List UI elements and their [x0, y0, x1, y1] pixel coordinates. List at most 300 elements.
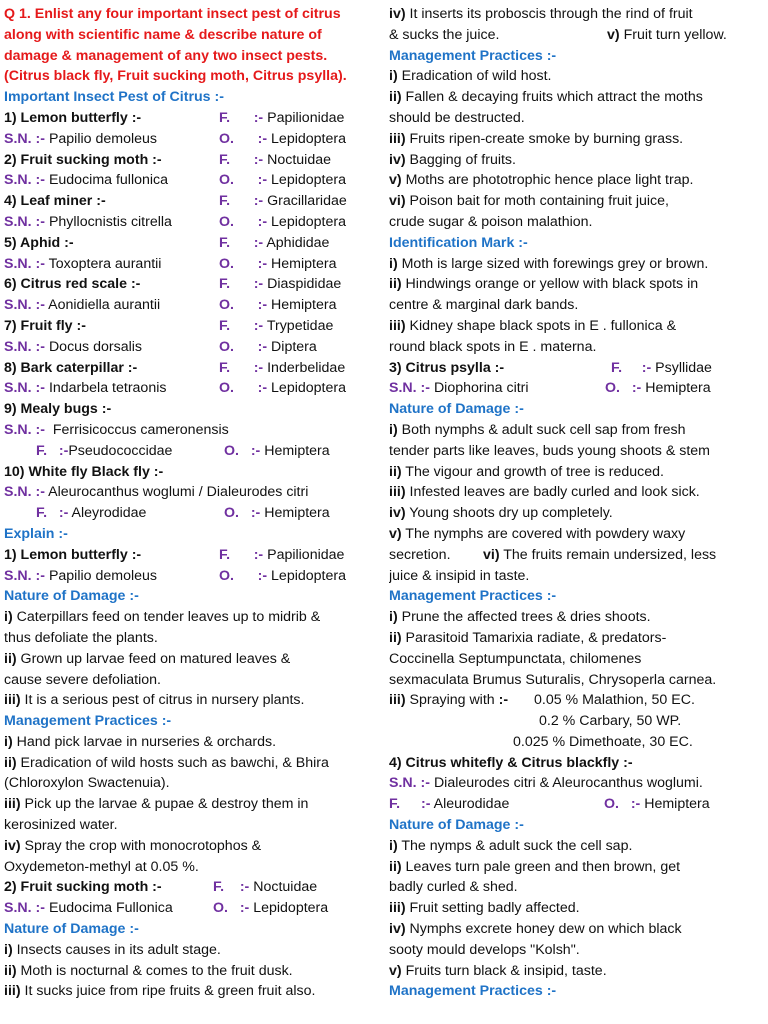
- item-text: centre & marginal dark bands.: [389, 297, 579, 314]
- pest-name-row: [4, 358, 384, 379]
- item-text: crude sugar & poison malathion.: [389, 213, 593, 230]
- important-pests-heading: Important Insect Pest of Citrus :-: [4, 89, 224, 106]
- item-number: iii): [389, 900, 406, 917]
- psylla-damage-end: juice & insipid in taste.: [389, 567, 530, 584]
- pest-order-group: [219, 129, 346, 150]
- pest-order-group: [219, 295, 337, 316]
- pest-order-group: [219, 337, 317, 358]
- pest-name-row: [4, 274, 384, 295]
- sep: :-: [250, 505, 261, 522]
- family-label: F.: [219, 546, 231, 563]
- list-item: [4, 670, 384, 691]
- item-text: kerosinized water.: [4, 817, 118, 834]
- list-item: [389, 441, 765, 462]
- item-text: Young shoots dry up completely.: [405, 505, 613, 522]
- item-number: ii): [389, 276, 402, 293]
- pest-sn-row: [4, 212, 384, 233]
- item-text: Coccinella Septumpunctata, chilomenes: [389, 650, 642, 667]
- item-text: cause severe defoliation.: [4, 671, 161, 688]
- pest-order-group: [219, 212, 346, 233]
- pest-name-row: [4, 150, 384, 171]
- sep: :-: [253, 234, 264, 251]
- item-text: Bagging of fruits.: [405, 151, 516, 168]
- item-number: iv): [389, 505, 406, 522]
- pest-sn: Docus dorsalis: [48, 338, 142, 355]
- order-label: O.: [213, 900, 228, 917]
- psylla-management-heading: Management Practices :-: [389, 588, 557, 605]
- blackfly-name: 4) Citrus whitefly & Citrus blackfly :-: [389, 754, 633, 771]
- list-item: [389, 940, 765, 961]
- whitefly-family: Aleyrodidae: [71, 505, 147, 522]
- sep: :-: [253, 359, 264, 376]
- family-label: F.: [219, 109, 231, 126]
- blackfly-nature-heading: Nature of Damage :-: [389, 817, 524, 834]
- sep: :-: [58, 505, 69, 522]
- list-item: [389, 836, 765, 857]
- pest-order: Lepidoptera: [271, 380, 346, 397]
- item-number: iv): [389, 921, 406, 938]
- list-item: [4, 753, 384, 774]
- sep: :-: [421, 796, 431, 813]
- sn-label: S.N. :-: [389, 775, 430, 792]
- psylla-spray-row-2: [389, 711, 765, 732]
- sn-label: S.N. :-: [4, 297, 45, 314]
- left-column: [4, 4, 384, 1002]
- pest-family: Papilionidae: [267, 109, 345, 126]
- lemon-name-row: [4, 545, 384, 566]
- family-label: F.: [219, 193, 231, 210]
- item-number: v): [389, 525, 402, 542]
- sn-label: S.N. :-: [389, 380, 430, 397]
- question-line-4: (Citrus black fly, Fruit sucking moth, Citrus psylla).: [4, 68, 347, 85]
- item-text: Both nymphs & adult suck cell sap from fresh: [397, 421, 686, 438]
- list-item: [389, 607, 765, 628]
- item-text: (Chloroxylon Swactenuia).: [4, 775, 170, 792]
- pest-name: 8) Bark caterpillar :-: [4, 359, 138, 376]
- psylla-management-list: [389, 607, 765, 690]
- item-text: Prune the affected trees & dries shoots.: [397, 609, 651, 626]
- list-item: [4, 628, 384, 649]
- item-text: The fruits remain undersized, less: [499, 546, 717, 563]
- sep: :-: [257, 338, 268, 355]
- item-number: v): [607, 26, 620, 43]
- spray-carbary: 0.2 % Carbary, 50 WP.: [539, 713, 682, 730]
- sep: :-: [253, 151, 264, 168]
- mealy-order: Hemiptera: [264, 442, 330, 459]
- list-item: [4, 773, 384, 794]
- list-item: [389, 919, 765, 940]
- order-label: O.: [219, 567, 234, 584]
- item-text: round black spots in E . materna.: [389, 338, 597, 355]
- item-text: badly curled & shed.: [389, 879, 518, 896]
- pest-sn-row: [4, 337, 384, 358]
- pest-sn: Toxoptera aurantii: [48, 255, 162, 272]
- item-number: iii): [4, 796, 21, 813]
- whitefly-sn-row: [4, 482, 384, 503]
- moth-management-list: [389, 66, 765, 232]
- list-item: [4, 607, 384, 628]
- family-label: F.: [219, 359, 231, 376]
- pest-family: Aphididae: [266, 234, 330, 251]
- mealy-family-row: [4, 441, 384, 462]
- list-item: [4, 794, 384, 815]
- family-label: F.: [213, 879, 225, 896]
- blackfly-family: Aleurodidae: [433, 796, 510, 813]
- spray-dimethoate: 0.025 % Dimethoate, 30 EC.: [513, 733, 693, 750]
- lemon-name: 1) Lemon butterfly :-: [4, 546, 142, 563]
- item-text: The nymphs are covered with powdery waxy: [401, 525, 686, 542]
- pest-sn-row: [4, 129, 384, 150]
- item-text: Poison bait for moth containing fruit juice,: [405, 193, 669, 210]
- item-text: The nymps & adult suck the cell sap.: [397, 837, 633, 854]
- list-item: [389, 898, 765, 919]
- list-item: [389, 337, 765, 358]
- sep: :-: [250, 442, 261, 459]
- list-item: [389, 254, 765, 275]
- lemon-nature-heading: Nature of Damage :-: [4, 588, 139, 605]
- lemon-damage-list: [4, 607, 384, 711]
- blackfly-management-heading: Management Practices :-: [389, 983, 557, 1000]
- moth-sn: Eudocima Fullonica: [48, 900, 173, 917]
- explain-heading: Explain :-: [4, 525, 68, 542]
- family-label: F.: [219, 317, 231, 334]
- blackfly-sn: Dialeurodes citri & Aleurocanthus woglumi.: [433, 775, 703, 792]
- list-item: [389, 66, 765, 87]
- order-label: O.: [604, 796, 619, 813]
- item-text: Spray the crop with monocrotophos &: [20, 837, 262, 854]
- pest-family-group: [219, 316, 333, 337]
- lemon-sn: Papilio demoleus: [48, 567, 157, 584]
- item-number: v): [389, 962, 402, 979]
- spray-malathion: 0.05 % Malathion, 50 EC.: [534, 692, 695, 709]
- order-label: O.: [219, 213, 234, 230]
- list-item: [389, 212, 765, 233]
- list-item: [389, 274, 765, 295]
- list-item: [389, 87, 765, 108]
- pest-name-row: [4, 233, 384, 254]
- moth-order: Lepidoptera: [253, 900, 329, 917]
- sn-label: S.N. :-: [4, 484, 45, 501]
- moth-identification-heading: Identification Mark :-: [389, 234, 528, 251]
- psylla-spray-row-3: [389, 732, 765, 753]
- moth-damage-v: [389, 25, 765, 46]
- whitefly-sn: Aleurocanthus woglumi / Dialeurodes citri: [48, 484, 309, 501]
- pest-name: 1) Lemon butterfly :-: [4, 109, 142, 126]
- sep: :-: [257, 567, 268, 584]
- family-label: F.: [36, 505, 48, 522]
- sep: :-: [631, 380, 642, 397]
- pest-family-group: [219, 358, 345, 379]
- lemon-family: Papilionidae: [267, 546, 345, 563]
- lemon-sn-row: [4, 566, 384, 587]
- pest-family-group: [219, 108, 344, 129]
- item-number: ii): [4, 650, 17, 667]
- item-text: secretion.: [389, 546, 451, 563]
- item-text: Oxydemeton-methyl at 0.05 %.: [4, 858, 199, 875]
- sep: :-: [253, 317, 264, 334]
- sn-label: S.N. :-: [4, 255, 45, 272]
- pest-order: Diptera: [271, 338, 317, 355]
- sep: :-: [257, 172, 268, 189]
- item-text: Moth is large sized with forewings grey or brown.: [397, 255, 709, 272]
- list-item: [4, 857, 384, 878]
- item-text: Moths are phototrophic hence place light trap.: [401, 172, 694, 189]
- family-label: F.: [36, 442, 48, 459]
- whitefly-name-row: [4, 462, 384, 483]
- moth-name: 2) Fruit sucking moth :-: [4, 879, 162, 896]
- list-item: [4, 940, 384, 961]
- item-number: ii): [4, 754, 17, 771]
- list-item: [389, 857, 765, 878]
- item-number: i): [389, 421, 398, 438]
- pest-sn: Indarbela tetraonis: [48, 380, 167, 397]
- item-text: Eradication of wild host.: [397, 68, 552, 85]
- item-text: Grown up larvae feed on matured leaves &: [16, 650, 291, 667]
- sep: :-: [253, 193, 264, 210]
- item-text: It is a serious pest of citrus in nursery plants.: [20, 692, 305, 709]
- moth-family: Noctuidae: [253, 879, 318, 896]
- family-label: F.: [219, 151, 231, 168]
- moth-name-row: [4, 877, 384, 898]
- order-label: O.: [219, 380, 234, 397]
- mealy-name: 9) Mealy bugs :-: [4, 401, 112, 418]
- order-label: O.: [219, 130, 234, 147]
- sn-label: S.N. :-: [4, 172, 45, 189]
- psylla-spray-row-1: [389, 690, 765, 711]
- sep: :-: [257, 380, 268, 397]
- list-item: [389, 150, 765, 171]
- sep: :-: [239, 900, 250, 917]
- mealy-name-row: [4, 399, 384, 420]
- item-text: It sucks juice from ripe fruits & green fruit also.: [20, 983, 316, 1000]
- order-label: O.: [219, 255, 234, 272]
- item-number: iv): [4, 837, 21, 854]
- psylla-name: 3) Citrus psylla :-: [389, 359, 505, 376]
- moth-damage-list: [4, 940, 384, 1002]
- pest-name-row: [4, 191, 384, 212]
- moth-management-heading: Management Practices :-: [389, 47, 557, 64]
- psylla-nature-heading: Nature of Damage :-: [389, 401, 524, 418]
- psylla-sn-row: [389, 378, 765, 399]
- pest-family: Trypetidae: [266, 317, 334, 334]
- pest-order: Lepidoptera: [271, 172, 346, 189]
- blackfly-damage-list: [389, 836, 765, 982]
- psylla-family: Psyllidae: [655, 359, 712, 376]
- item-number: iii): [4, 983, 21, 1000]
- sep: :-: [641, 359, 652, 376]
- sep: :-: [498, 692, 509, 709]
- pest-order: Lepidoptera: [271, 213, 346, 230]
- pest-family: Gracillaridae: [267, 193, 347, 210]
- item-number: iii): [4, 692, 21, 709]
- list-item: [389, 316, 765, 337]
- order-label: O.: [224, 505, 239, 522]
- item-text: The vigour and growth of tree is reduced.: [401, 463, 664, 480]
- item-number: v): [389, 172, 402, 189]
- list-item: [389, 877, 765, 898]
- item-number: iii): [389, 130, 406, 147]
- list-item: [389, 628, 765, 649]
- item-number: vi): [389, 193, 406, 210]
- item-number: i): [389, 837, 398, 854]
- whitefly-order: Hemiptera: [264, 505, 330, 522]
- pest-family-group: [219, 233, 329, 254]
- psylla-damage-vi: [389, 545, 765, 566]
- pest-family: Inderbelidae: [267, 359, 346, 376]
- item-text: tender parts like leaves, buds young shoots & stem: [389, 442, 710, 459]
- list-item: [4, 649, 384, 670]
- blackfly-name-row: [389, 753, 765, 774]
- order-label: O.: [219, 338, 234, 355]
- pest-name: 4) Leaf miner :-: [4, 193, 106, 210]
- question-line-1: Q 1. Enlist any four important insect pest of citrus: [4, 6, 341, 22]
- pest-name-row: [4, 108, 384, 129]
- item-text: Nymphs excrete honey dew on which black: [405, 921, 682, 938]
- item-text: thus defoliate the plants.: [4, 629, 158, 646]
- item-number: vi): [483, 546, 500, 563]
- pest-order: Lepidoptera: [271, 130, 346, 147]
- moth-nature-heading: Nature of Damage :-: [4, 921, 139, 938]
- lemon-management-list: [4, 732, 384, 878]
- list-item: [389, 482, 765, 503]
- mealy-sn-row: [4, 420, 384, 441]
- item-text: Caterpillars feed on tender leaves up to midrib &: [12, 609, 321, 626]
- sn-label: S.N. :-: [4, 130, 45, 147]
- sep: :-: [58, 442, 69, 459]
- pest-sn: Aonidiella aurantii: [48, 297, 161, 314]
- question-line-3: damage & management of any two insect pests.: [4, 47, 328, 64]
- sep: :-: [257, 213, 268, 230]
- pest-sn-row: [4, 378, 384, 399]
- psylla-damage-list: [389, 420, 765, 545]
- sn-label: S.N. :-: [4, 380, 45, 397]
- pest-order-group: [219, 378, 346, 399]
- moth-identification-list: [389, 254, 765, 358]
- item-number: i): [4, 941, 13, 958]
- item-number: iii): [389, 317, 406, 334]
- family-label: F.: [219, 234, 231, 251]
- item-number: ii): [389, 629, 402, 646]
- list-item: [4, 961, 384, 982]
- item-number: iii): [389, 692, 406, 709]
- psylla-name-row: [389, 358, 765, 379]
- order-label: O.: [219, 172, 234, 189]
- item-number: i): [389, 68, 398, 85]
- list-item: [389, 170, 765, 191]
- item-text: Eradication of wild hosts such as bawchi, & Bhira: [16, 754, 329, 771]
- pest-sn-row: [4, 170, 384, 191]
- mealy-family: Pseudococcidae: [68, 442, 173, 459]
- mealy-sn: Ferrisicoccus cameronensis: [52, 421, 229, 438]
- pest-order: Hemiptera: [271, 297, 337, 314]
- item-text: Parasitoid Tamarixia radiate, & predators-: [401, 629, 667, 646]
- pest-family-group: [219, 191, 347, 212]
- item-text: & sucks the juice.: [389, 26, 500, 43]
- item-text: Leaves turn pale green and then brown, get: [401, 858, 681, 875]
- item-text: Fruits ripen-create smoke by burning grass.: [405, 130, 684, 147]
- pest-sn: Eudocima fullonica: [48, 172, 169, 189]
- list-item: [389, 191, 765, 212]
- item-number: ii): [389, 858, 402, 875]
- blackfly-sn-row: [389, 773, 765, 794]
- question-line-2: along with scientific name & describe nature of: [4, 26, 322, 43]
- item-text: Kidney shape black spots in E . fullonica &: [405, 317, 677, 334]
- item-text: Fallen & decaying fruits which attract the moths: [401, 89, 703, 106]
- order-label: O.: [605, 380, 620, 397]
- pest-order-group: [219, 170, 346, 191]
- item-number: i): [4, 609, 13, 626]
- item-text: sexmaculata Brumus Suturalis, Chrysoperla carnea.: [389, 671, 717, 688]
- family-label: F.: [611, 359, 623, 376]
- item-text: It inserts its proboscis through the rind of fruit: [405, 6, 693, 22]
- item-number: iii): [389, 484, 406, 501]
- item-number: ii): [4, 962, 17, 979]
- item-text: Moth is nocturnal & comes to the fruit dusk.: [16, 962, 293, 979]
- moth-sn-row: [4, 898, 384, 919]
- pest-sn-row: [4, 295, 384, 316]
- moth-damage-iv: [389, 4, 765, 25]
- pest-family: Noctuidae: [267, 151, 331, 168]
- pest-sn: Phyllocnistis citrella: [48, 213, 172, 230]
- sep: :-: [257, 255, 268, 272]
- item-text: Infested leaves are badly curled and look sick.: [405, 484, 700, 501]
- pest-name: 6) Citrus red scale :-: [4, 276, 141, 293]
- item-number: iv): [389, 6, 406, 22]
- item-number: iv): [389, 151, 406, 168]
- psylla-order: Hemiptera: [645, 380, 711, 397]
- item-text: Fruit setting badly affected.: [405, 900, 580, 917]
- whitefly-name: 10) White fly Black fly :-: [4, 463, 164, 480]
- pest-sn-row: [4, 254, 384, 275]
- list-item: [389, 649, 765, 670]
- item-number: i): [4, 733, 13, 750]
- sn-label: S.N. :-: [4, 338, 45, 355]
- list-item: [389, 462, 765, 483]
- blackfly-order: Hemiptera: [644, 796, 710, 813]
- pest-order-group: [219, 254, 337, 275]
- item-number: ii): [389, 463, 402, 480]
- list-item: [389, 961, 765, 982]
- pest-name-row: [4, 316, 384, 337]
- sep: :-: [253, 109, 264, 126]
- item-text: Insects causes in its adult stage.: [12, 941, 221, 958]
- list-item: [4, 836, 384, 857]
- list-item: [4, 690, 384, 711]
- list-item: [389, 670, 765, 691]
- item-text: Fruits turn black & insipid, taste.: [401, 962, 607, 979]
- item-text: Hand pick larvae in nurseries & orchards.: [12, 733, 277, 750]
- sep: :-: [253, 546, 264, 563]
- whitefly-family-row: [4, 503, 384, 524]
- sep: :-: [257, 297, 268, 314]
- pest-name: 7) Fruit fly :-: [4, 317, 86, 334]
- right-column: [389, 4, 765, 1002]
- list-item: [4, 981, 384, 1002]
- order-label: O.: [224, 442, 239, 459]
- sn-label: S.N. :-: [4, 421, 45, 438]
- order-label: O.: [219, 297, 234, 314]
- pest-sn: Papilio demoleus: [48, 130, 157, 147]
- pest-order: Hemiptera: [271, 255, 337, 272]
- item-number: i): [389, 609, 398, 626]
- blackfly-family-row: [389, 794, 765, 815]
- family-label: F.: [219, 276, 231, 293]
- item-text: should be destructed.: [389, 109, 525, 126]
- sep: :-: [257, 130, 268, 147]
- lemon-management-heading: Management Practices :-: [4, 713, 172, 730]
- psylla-sn: Diophorina citri: [433, 380, 529, 397]
- item-text: Pick up the larvae & pupae & destroy them in: [20, 796, 309, 813]
